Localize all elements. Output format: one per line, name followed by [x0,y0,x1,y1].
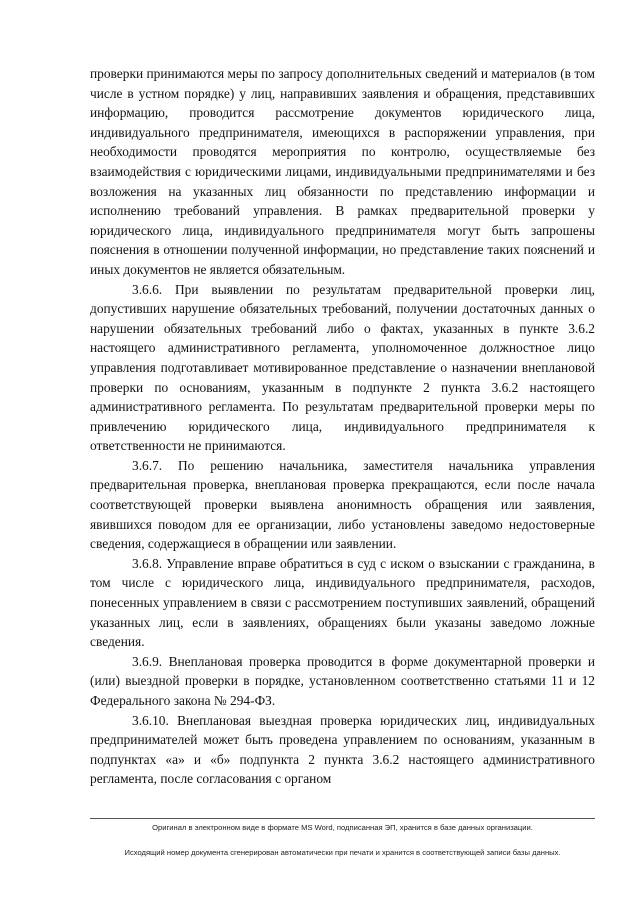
footer-divider [90,818,595,819]
paragraph-3-6-8: 3.6.8. Управление вправе обратиться в суд с иском о взыскании с гражданина, в том числе с юридического лица, индивидуального предпринимателя, расходов, понесенных управлением в связи с рассмотрением поступивших заявлений, обращений указанных лиц, если в заявлениях, обращениях были указаны заведомо ложные сведения. [90,555,595,650]
paragraph-3-6-10: 3.6.10. Внеплановая выездная проверка юридических лиц, индивидуальных предпринимателей может быть проведена управлением по основаниям, указанным в подпунктах «а» и «б» подпункта 2 пункта 3.6.2 настоящего административного регламента, после согласования с органом [90,712,595,787]
paragraph-continuation: проверки принимаются меры по запросу дополнительных сведений и материалов (в том числе в устном порядке) у лиц, направивших заявления и обращения, представивших информацию, проводится рассмотрение документов юридического лица, индивидуального предпринимателя, имеющихся в распоряжении управления, при необходимости проводятся мероприятия по контролю, осуществляемые без взаимодействия с юридическими лицами, индивидуальными предпринимателями и без возложения на указанных лиц обязанности по представлению информации и исполнению требований управления. В рамках предварительной проверки у юридического лица, индивидуального предпринимателя могут быть запрошены пояснения в отношении полученной информации, но представление таких пояснений и иных документов не является обязательным. [90,66,595,277]
footer-original-note: Оригинал в электронном виде в формате MS Word, подписанная ЭП, хранится в базе данных организации. [152,823,533,832]
paragraph-3-6-7: 3.6.7. По решению начальника, заместителя начальника управления предварительная проверка, внеплановая проверка прекращаются, если после начала соответствующей проверки выявлена анонимность обращения или заявления, явившихся поводом для ее организации, либо установлены заведомо недостоверные сведения, содержащиеся в обращении или заявлении. [90,457,595,552]
document-body [90,64,595,789]
paragraph-3-6-6: 3.6.6. При выявлении по результатам предварительной проверки лиц, допустивших нарушение обязательных требований, получении достаточных данных о нарушении обязательных требований либо о фактах, указанных в пункте 3.6.2 настоящего административного регламента, уполномоченное должностное лицо управления подготавливает мотивированное представление о назначении внеплановой проверки по основаниям, указанным в подпункте 2 пункта 3.6.2 настоящего административного регламента. По результатам предварительной проверки меры по привлечению юридического лица, индивидуального предпринимателя к ответственности не принимаются. [90,281,595,454]
paragraph-3-6-9: 3.6.9. Внеплановая проверка проводится в форме документарной проверки и (или) выездной проверки в порядке, установленном соответственно статьями 11 и 12 Федерального закона № 294-ФЗ. [90,653,595,708]
footer-number-note: Исходящий номер документа сгенерирован автоматически при печати и хранится в соответствующей записи базы данных. [124,848,561,857]
